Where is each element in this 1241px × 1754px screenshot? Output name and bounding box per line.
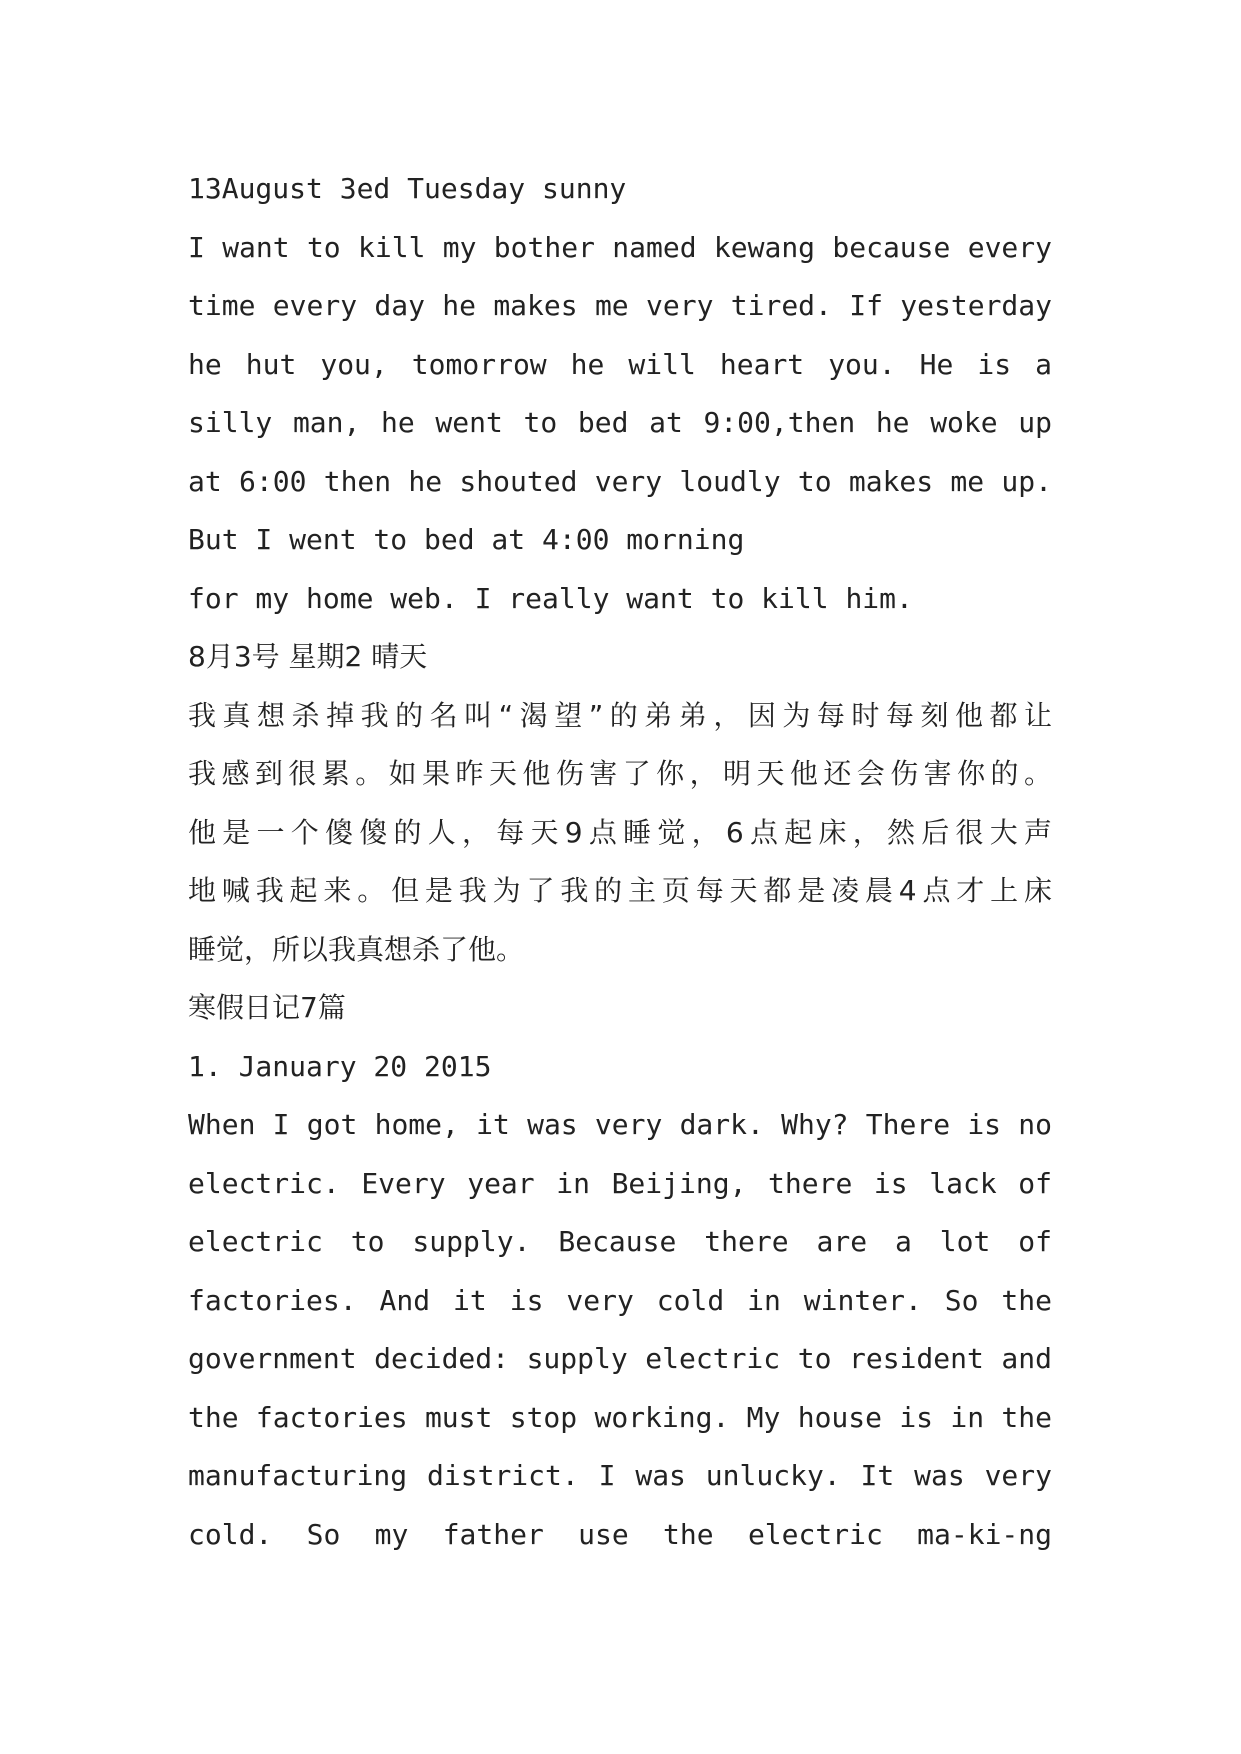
text-line: 他是一个傻傻的人，每天9点睡觉，6点起床，然后很大声: [188, 815, 1052, 849]
text-line: government decided: supply electric to resident and: [188, 1342, 1052, 1375]
text-line: time every day he makes me very tired. If yesterday: [188, 289, 1052, 322]
text-line: 8月3号 星期2 晴天: [188, 640, 428, 673]
text-line: 寒假日记7篇: [188, 991, 346, 1024]
text-line: at 6:00 then he shouted very loudly to makes me up.: [188, 464, 1052, 498]
text-line: 地喊我起来。但是我为了我的主页每天都是凌晨4点才上床: [188, 874, 1052, 907]
text-line: factories. And it is very cold in winter. So the: [188, 1283, 1052, 1317]
text-line: for my home web. I really want to kill him.: [188, 581, 913, 615]
text-line: 我真想杀掉我的名叫“渴望”的弟弟，因为每时每刻他都让: [188, 698, 1052, 732]
text-line: But I went to bed at 4:00 morning: [188, 523, 745, 556]
text-line: the factories must stop working. My house is in the: [188, 1400, 1052, 1434]
text-line: he hut you, tomorrow he will heart you. He is a: [188, 347, 1052, 381]
text-line: electric. Every year in Beijing, there is lack of: [188, 1166, 1052, 1200]
text-line: manufacturing district. I was unlucky. It was very: [188, 1459, 1052, 1492]
text-line: I want to kill my bother named kewang because every: [188, 230, 1052, 264]
text-line: 13August 3ed Tuesday sunny: [188, 172, 627, 205]
text-line: 我感到很累。如果昨天他伤害了你，明天他还会伤害你的。: [188, 757, 1052, 790]
text-line: electric to supply. Because there are a lot of: [188, 1225, 1052, 1258]
document-body: [188, 160, 1052, 1564]
text-line: 1. January 20 2015: [188, 1049, 492, 1083]
text-line: cold. So my father use the electric ma-ki-ng: [188, 1517, 1052, 1551]
text-line: 睡觉，所以我真想杀了他。: [188, 932, 525, 966]
text-line: When I got home, it was very dark. Why? There is no: [188, 1108, 1052, 1141]
text-line: silly man, he went to bed at 9:00,then he woke up: [188, 406, 1052, 439]
